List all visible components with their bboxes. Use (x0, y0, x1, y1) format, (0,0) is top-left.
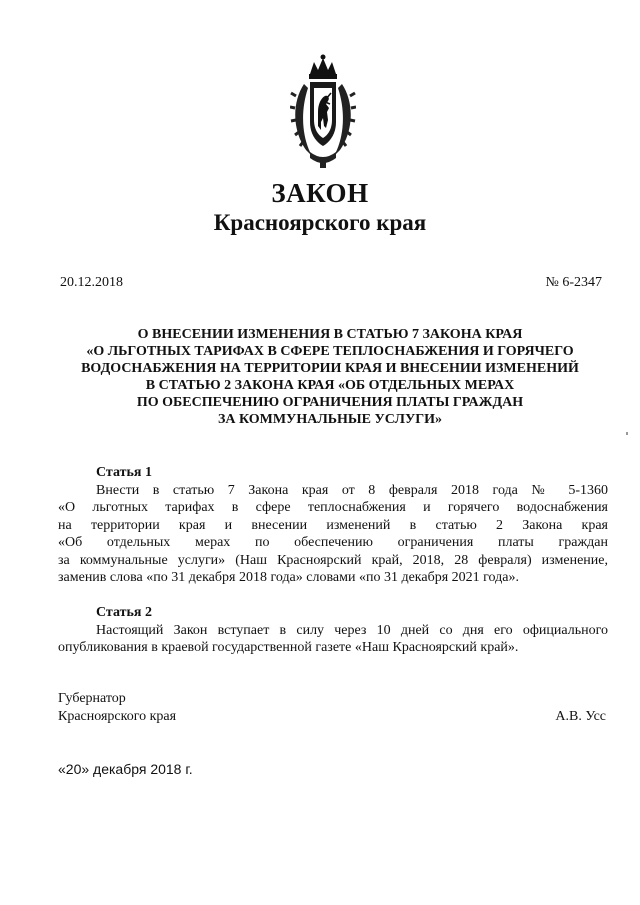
law-name-heading (50, 326, 610, 428)
law-name-line: ЗА КОММУНАЛЬНЫЕ УСЛУГИ» (217, 412, 443, 427)
article-2-text (58, 622, 608, 657)
article-1 (58, 464, 608, 587)
article-2-line: опубликования в краевой государственной газете «Наш Красноярский край». (58, 640, 519, 655)
article-2 (58, 604, 608, 657)
signatory-name: А.В. Усс (555, 708, 606, 724)
law-name-line: «О ЛЬГОТНЫХ ТАРИФАХ В СФЕРЕ ТЕПЛОСНАБЖЕНИЯ И ГОРЯЧЕГО (86, 344, 574, 359)
article-1-line: Внести в статью 7 Закона края от 8 февраля 2018 года № 5-1360 (96, 482, 608, 498)
law-name-line: ПО ОБЕСПЕЧЕНИЮ ОГРАНИЧЕНИЯ ПЛАТЫ ГРАЖДАН (136, 395, 524, 410)
article-1-line: «Об отдельных мерах по обеспечению ограничения платы граждан (58, 535, 608, 550)
article-1-line: на территории края и внесении изменений в статью 2 Закона края (58, 517, 608, 533)
article-1-line: «О льготных тарифах в сфере теплоснабжения и горячего водоснабжения (58, 500, 608, 515)
article-1-line: за коммунальные услуги» (Наш Красноярский край, 2018, 28 февраля) изменение, (58, 552, 608, 568)
document-date: 20.12.2018 (60, 275, 123, 290)
signature-block (58, 690, 606, 725)
coat-of-arms-emblem (290, 52, 356, 172)
document-title: ЗАКОН (271, 178, 369, 208)
scan-mark (626, 432, 628, 435)
article-1-text (58, 482, 608, 587)
signatory-position: Губернатор (58, 691, 126, 706)
law-name-line: О ВНЕСЕНИИ ИЗМЕНЕНИЯ В СТАТЬЮ 7 ЗАКОНА КРАЯ (137, 327, 523, 342)
article-1-line: заменив слова «по 31 декабря 2018 года» словами «по 31 декабря 2021 года». (58, 570, 519, 585)
law-name-line: В СТАТЬЮ 2 ЗАКОНА КРАЯ «ОБ ОТДЕЛЬНЫХ МЕРАХ (145, 378, 515, 393)
law-name-line: ВОДОСНАБЖЕНИЯ НА ТЕРРИТОРИИ КРАЯ И ВНЕСЕНИИ ИЗМЕНЕНИЙ (81, 361, 579, 376)
signatory-region: Красноярского края (58, 708, 177, 724)
signing-date: «20» декабря 2018 г. (58, 761, 193, 777)
article-1-heading: Статья 1 (96, 465, 152, 480)
document-subtitle: Красноярского края (213, 210, 427, 235)
article-2-heading: Статья 2 (96, 605, 152, 620)
document-number: № 6-2347 (545, 275, 602, 290)
article-2-line: Настоящий Закон вступает в силу через 10 дней со дня его официального (96, 622, 608, 638)
